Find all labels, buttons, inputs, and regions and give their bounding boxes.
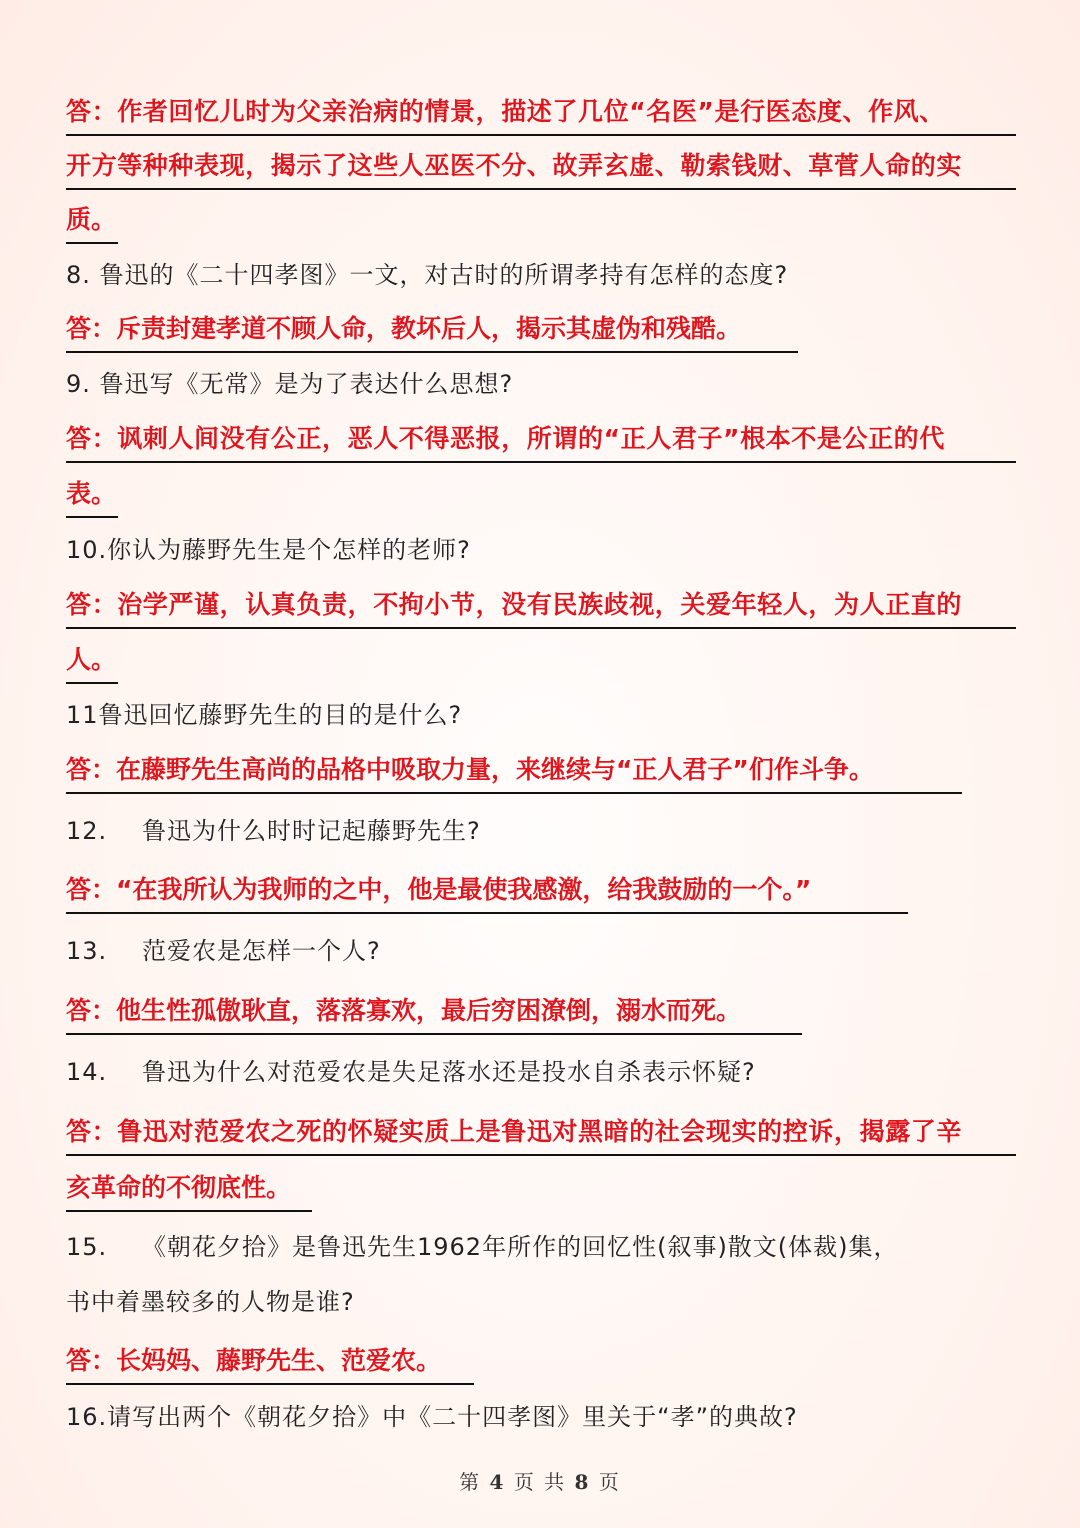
answer-14-line-2: 亥革命的不彻底性。 (66, 1170, 312, 1212)
question-13 (66, 932, 381, 972)
answer-8: 答：斥责封建孝道不顾人命，教坏后人，揭示其虚伪和残酷。 (66, 311, 798, 353)
answer-7-line-2: 开方等种种表现，揭示了这些人巫医不分、故弄玄虚、勒索钱财、草菅人命的实 (66, 148, 1016, 190)
total-page-count: 8 (574, 1470, 591, 1494)
answer-15: 答：长妈妈、藤野先生、范爱农。 (66, 1343, 474, 1385)
answer-11: 答：在藤野先生高尚的品格中吸取力量，来继续与“正人君子”们作斗争。 (66, 752, 962, 794)
answer-9-line-2: 表。 (66, 476, 118, 518)
question-16: 16.请写出两个《朝花夕拾》中《二十四孝图》里关于“孝”的典故? (66, 1403, 798, 1431)
answer-7-line-3: 质。 (66, 202, 118, 244)
question-14-number: 14. (66, 1058, 108, 1086)
page-footer (0, 1466, 1080, 1495)
question-11: 11鲁迅回忆藤野先生的目的是什么? (66, 701, 463, 729)
question-8: 8. 鲁迅的《二十四孝图》一文，对古时的所谓孝持有怎样的态度? (66, 261, 789, 289)
footer-middle: 页 共 (513, 1470, 567, 1494)
question-14 (66, 1053, 756, 1093)
question-14-text: 鲁迅为什么对范爱农是失足落水还是投水自杀表示怀疑? (142, 1058, 756, 1086)
answer-10-line-2: 人。 (66, 642, 118, 684)
question-15-number: 15. (66, 1233, 108, 1261)
answer-7-line-1: 答：作者回忆儿时为父亲治病的情景，描述了几位“名医”是行医态度、作风、 (66, 94, 1016, 136)
answer-9-line-1: 答：讽刺人间没有公正，恶人不得恶报，所谓的“正人君子”根本不是公正的代 (66, 421, 1016, 463)
answer-10-line-1: 答：治学严谨，认真负责，不拘小节，没有民族歧视，关爱年轻人，为人正直的 (66, 587, 1016, 629)
question-12 (66, 812, 481, 852)
answer-14-line-1: 答：鲁迅对范爱农之死的怀疑实质上是鲁迅对黑暗的社会现实的控诉，揭露了辛 (66, 1114, 1016, 1156)
footer-prefix: 第 (459, 1470, 482, 1494)
question-13-number: 13. (66, 937, 108, 965)
current-page-number: 4 (489, 1470, 506, 1494)
question-15-text: 《朝花夕拾》是鲁迅先生1962年所作的回忆性(叙事)散文(体裁)集， (142, 1233, 899, 1261)
footer-suffix: 页 (598, 1470, 621, 1494)
question-10: 10.你认为藤野先生是个怎样的老师? (66, 536, 471, 564)
question-12-number: 12. (66, 817, 108, 845)
question-15-line-2: 书中着墨较多的人物是谁? (66, 1288, 355, 1316)
question-15-line-1 (66, 1228, 899, 1268)
question-13-text: 范爱农是怎样一个人? (142, 937, 381, 965)
answer-12: 答：“在我所认为我师的之中，他是最使我感激，给我鼓励的一个。” (66, 872, 908, 914)
question-9: 9. 鲁迅写《无常》是为了表达什么思想? (66, 370, 514, 398)
question-12-text: 鲁迅为什么时时记起藤野先生? (142, 817, 481, 845)
answer-13: 答：他生性孤傲耿直，落落寡欢，最后穷困潦倒，溺水而死。 (66, 993, 802, 1035)
